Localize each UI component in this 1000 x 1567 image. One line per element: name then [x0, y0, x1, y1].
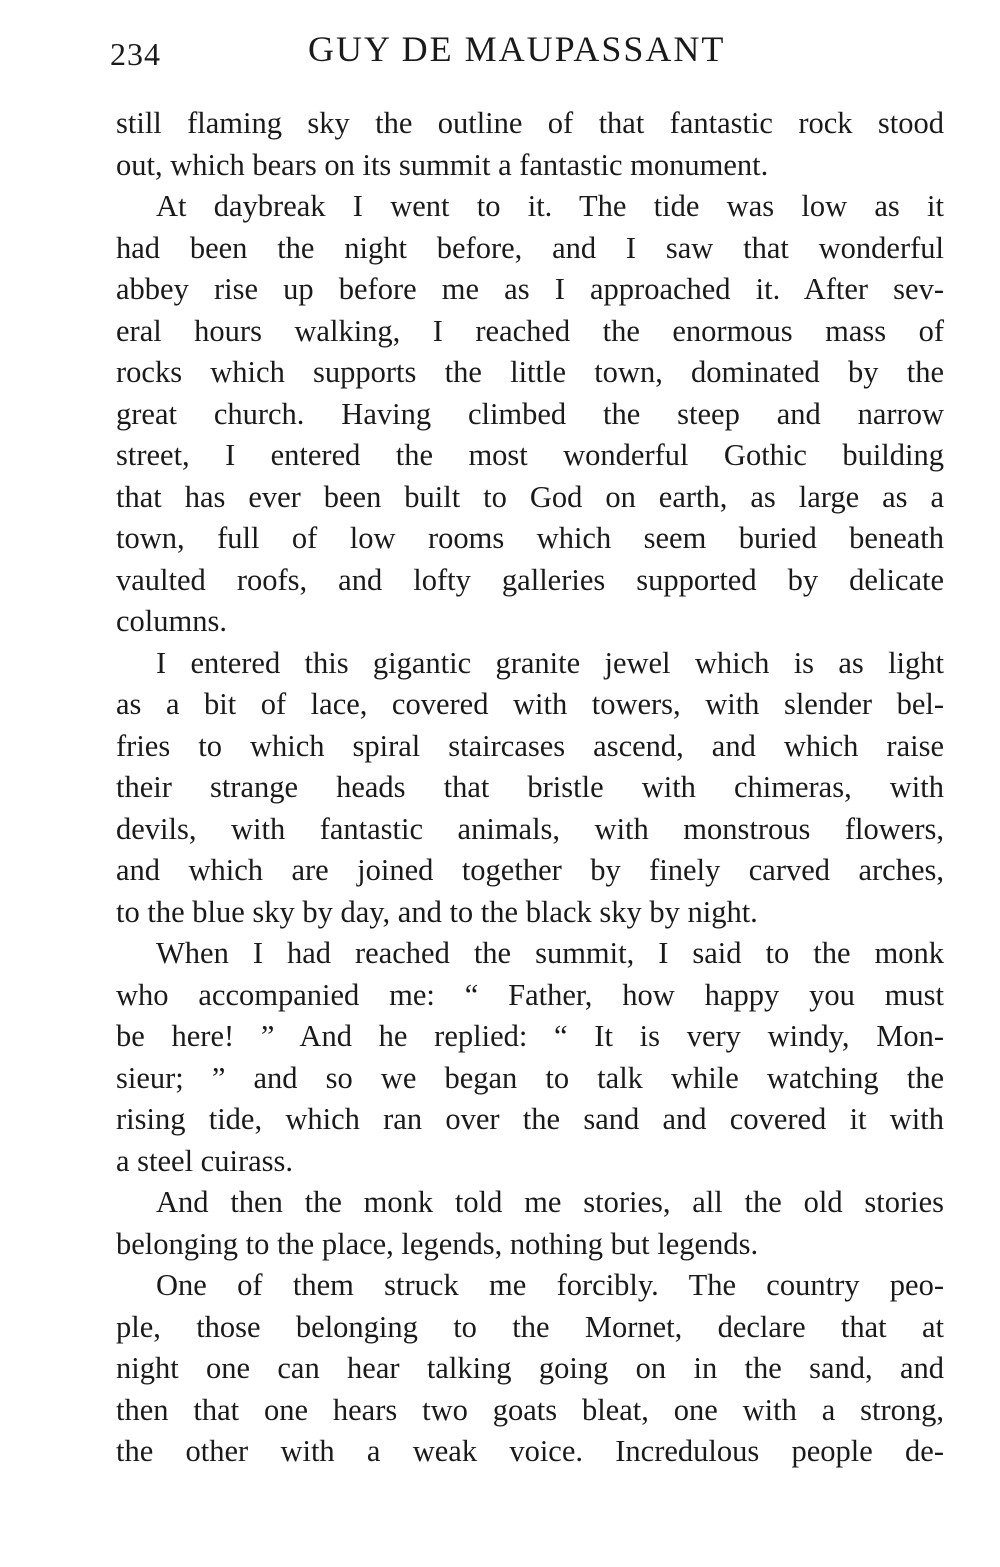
text-line: their strange heads that bristle with chimeras, with: [116, 770, 944, 804]
text-line: as a bit of lace, covered with towers, with slender bel-: [116, 687, 944, 721]
text-line: vaulted roofs, and lofty galleries supported by delicate: [116, 562, 944, 597]
body-text: [116, 103, 944, 1473]
text-line: the other with a weak voice. Incredulous people de-: [116, 1434, 944, 1468]
text-line: ple, those belonging to the Mornet, declare that at: [116, 1309, 944, 1344]
text-line: to the blue sky by day, and to the black sky by night.: [116, 894, 758, 929]
paragraph: [116, 1265, 944, 1473]
paragraph: [116, 1182, 944, 1265]
text-line: And then the monk told me stories, all the old stories: [156, 1185, 944, 1219]
text-line: abbey rise up before me as I approached it. After sev-: [116, 272, 944, 306]
text-line: who accompanied me: “ Father, how happy you must: [116, 977, 944, 1012]
text-line: At daybreak I went to it. The tide was low as it: [156, 189, 944, 223]
text-line: When I had reached the summit, I said to the monk: [156, 936, 944, 970]
text-line: out, which bears on its summit a fantastic monument.: [116, 147, 769, 182]
text-line: town, full of low rooms which seem buried beneath: [116, 521, 944, 555]
text-line: street, I entered the most wonderful Gothic building: [116, 438, 944, 472]
running-title: GUY DE MAUPASSANT: [308, 29, 726, 69]
text-line: still flaming sky the outline of that fantastic rock stood: [116, 106, 944, 140]
text-line: fries to which spiral staircases ascend, and which raise: [116, 728, 944, 763]
text-line: be here! ” And he replied: “ It is very windy, Mon-: [116, 1019, 944, 1053]
paragraph: [116, 933, 944, 1182]
text-line: eral hours walking, I reached the enormous mass of: [116, 313, 944, 348]
text-line: and which are joined together by finely carved arches,: [116, 853, 944, 887]
page-number: 234: [110, 36, 161, 72]
text-line: then that one hears two goats bleat, one with a strong,: [116, 1392, 944, 1427]
paragraph: [116, 643, 944, 934]
text-line: devils, with fantastic animals, with monstrous flowers,: [116, 811, 944, 846]
text-line: great church. Having climbed the steep and narrow: [116, 396, 944, 431]
running-head: [110, 28, 950, 78]
text-line: a steel cuirass.: [116, 1143, 293, 1178]
paragraph: [116, 186, 944, 643]
text-line: sieur; ” and so we began to talk while watching the: [116, 1060, 944, 1095]
text-line: that has ever been built to God on earth, as large as a: [116, 479, 944, 514]
text-line: One of them struck me forcibly. The country peo-: [156, 1268, 944, 1302]
text-line: rising tide, which ran over the sand and covered it with: [116, 1102, 944, 1136]
paragraph: [116, 103, 944, 186]
text-line: columns.: [116, 604, 227, 638]
text-line: belonging to the place, legends, nothing but legends.: [116, 1226, 759, 1261]
text-line: had been the night before, and I saw that wonderful: [116, 230, 944, 265]
text-line: I entered this gigantic granite jewel which is as light: [156, 645, 944, 680]
text-line: rocks which supports the little town, dominated by the: [116, 355, 944, 389]
text-line: night one can hear talking going on in the sand, and: [116, 1351, 944, 1385]
